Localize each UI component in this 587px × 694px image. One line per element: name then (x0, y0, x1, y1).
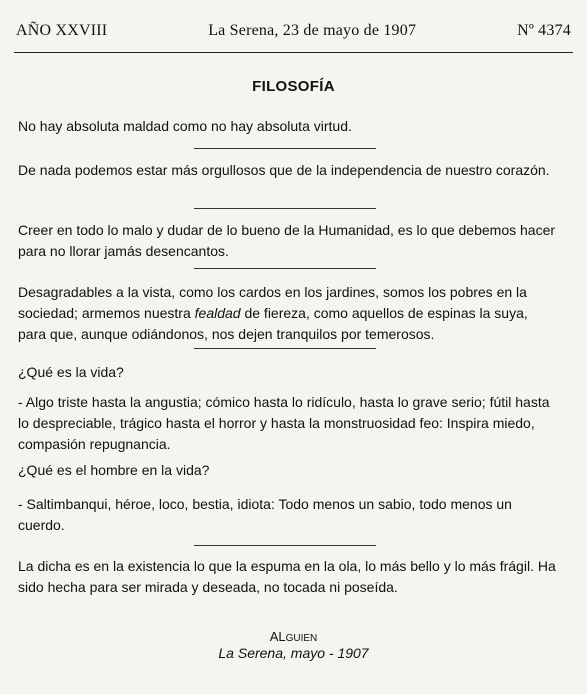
paragraph-4-end: de fiereza, como aquellos de espinas la suya, para que, aunque odiándonos, nos dejen tranquilos por temerosos. (18, 305, 528, 342)
separator (194, 208, 376, 209)
question-1: ¿Qué es la vida? (18, 364, 124, 380)
signature-place-date: La Serena, mayo - 1907 (218, 645, 369, 661)
paragraph-3: Creer en todo lo malo y dudar de lo bueno de la Humanidad, es lo que debemos hacer para no llorar jamás desencantos. (18, 222, 556, 259)
header-rule (14, 52, 573, 53)
paragraph-4-start: Desagradables a la vista, como los cardos en los jardines, somos los pobres en la sociedad; armemos nuestra (18, 284, 527, 321)
article-title: FILOSOFÍA (252, 78, 335, 95)
page-header (16, 22, 571, 40)
signature-name (0, 629, 587, 644)
question-2: ¿Qué es el hombre en la vida? (18, 462, 210, 478)
issue-date: La Serena, 23 de mayo de 1907 (208, 22, 417, 39)
separator (194, 545, 376, 546)
paragraph-4-emphasis: fealdad (194, 305, 241, 321)
answer-2: - Saltimbanqui, héroe, loco, bestia, idiota: Todo menos un sabio, todo menos un cuerdo. (18, 496, 512, 533)
signature-name-rest: GUIEN (285, 633, 318, 644)
separator (194, 348, 376, 349)
paragraph-2: De nada podemos estar más orgullosos que de la independencia de nuestro corazón. (18, 162, 550, 178)
issue-year: AÑO XXVIII (16, 22, 108, 39)
answer-1: - Algo triste hasta la angustia; cómico hasta lo ridículo, hasta lo grave serio; fútil hasta lo despreciable, trágico hasta el horror y hasta la monstruosidad feo: Inspira miedo, compasión repugnancia. (18, 394, 550, 452)
paragraph-1: No hay absoluta maldad como no hay absoluta virtud. (18, 118, 352, 134)
paragraph-5: La dicha es en la existencia lo que la espuma en la ola, lo más bello y lo más frágil. Ha sido hecha para ser mirada y deseada, no tocada ni poseída. (18, 558, 556, 595)
separator (194, 268, 376, 269)
paragraph-4 (18, 282, 558, 345)
separator (194, 148, 376, 149)
signature-name-initial: AL (269, 629, 286, 644)
issue-number: Nº 4374 (517, 22, 571, 39)
